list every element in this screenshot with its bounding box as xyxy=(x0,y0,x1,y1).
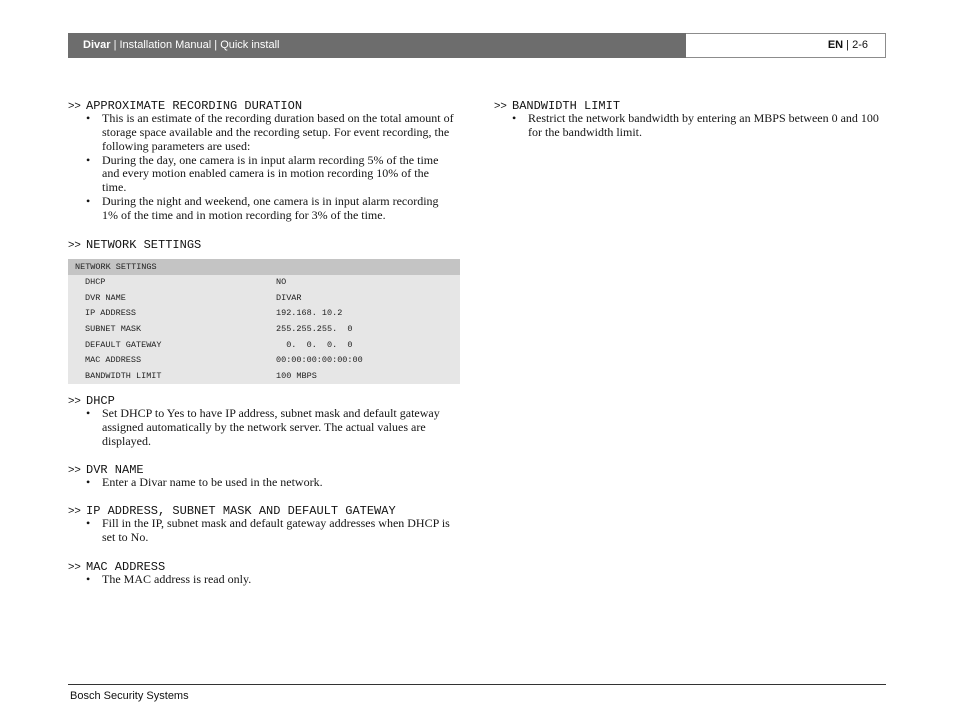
header-page-box xyxy=(686,33,886,58)
table-row-dhcp xyxy=(68,275,460,291)
section-heading xyxy=(68,98,468,112)
heading-prefix: >> xyxy=(68,464,81,476)
bullet-marker: • xyxy=(512,111,517,125)
footer-divider xyxy=(68,684,886,685)
section-heading xyxy=(68,559,468,573)
section-heading xyxy=(68,237,468,251)
product-name: Divar xyxy=(83,39,111,51)
heading-prefix: >> xyxy=(68,239,81,251)
row-value: DIVAR xyxy=(276,292,302,303)
page-number: | 2-6 xyxy=(843,39,868,51)
section-heading xyxy=(68,503,468,517)
row-value: 100 MBPS xyxy=(276,371,317,382)
heading-prefix: >> xyxy=(68,505,81,517)
row-label: BANDWIDTH LIMIT xyxy=(85,371,162,382)
section-ip-subnet-gateway xyxy=(68,503,468,545)
bullet-item xyxy=(68,476,468,490)
heading-prefix: >> xyxy=(68,395,81,407)
bullet-text: Set DHCP to Yes to have IP address, subnet mask and default gateway assigned automatically by the network server. The actual values are displayed. xyxy=(102,406,440,448)
heading-prefix: >> xyxy=(494,100,507,112)
bullet-item xyxy=(68,517,468,545)
bullet-item xyxy=(68,195,468,223)
bullet-text: Fill in the IP, subnet mask and default gateway addresses when DHCP is set to No. xyxy=(102,516,450,544)
row-label: IP ADDRESS xyxy=(85,308,137,319)
row-label: DEFAULT GATEWAY xyxy=(85,339,162,350)
section-heading xyxy=(68,393,468,407)
section-network-settings xyxy=(68,237,468,251)
heading-text: NETWORK SETTINGS xyxy=(86,238,202,252)
bullet-marker: • xyxy=(86,516,91,530)
row-label: SUBNET MASK xyxy=(85,324,142,335)
bullet-text: Restrict the network bandwidth by entering an MBPS between 0 and 100 for the bandwidth limit. xyxy=(528,111,879,139)
heading-text: APPROXIMATE RECORDING DURATION xyxy=(86,99,303,113)
bullet-marker: • xyxy=(86,475,91,489)
table-row-dvr-name xyxy=(68,291,460,307)
row-value: NO xyxy=(276,277,287,287)
row-value: 255.255.255. 0 xyxy=(276,324,353,335)
bullet-marker: • xyxy=(86,406,91,420)
bullet-item xyxy=(68,407,468,449)
section-dhcp xyxy=(68,393,468,449)
heading-text: IP ADDRESS, SUBNET MASK AND DEFAULT GATEWAY xyxy=(86,504,396,518)
network-settings-table xyxy=(68,259,460,384)
heading-prefix: >> xyxy=(68,561,81,573)
section-approximate-recording-duration xyxy=(68,98,468,223)
language-code: EN xyxy=(827,39,844,51)
row-value: 0. 0. 0. 0 xyxy=(276,339,353,350)
section-heading xyxy=(494,98,894,112)
bullet-text: During the night and weekend, one camera is in input alarm recording 1% of the time and in motion recording for 3% of the time. xyxy=(102,194,439,223)
bullet-item xyxy=(494,112,894,140)
table-title: NETWORK SETTINGS xyxy=(68,259,460,275)
header-title-bar xyxy=(68,33,686,58)
manual-title: | Installation Manual | Quick install xyxy=(110,39,280,51)
table-row-subnet-mask xyxy=(68,322,460,338)
table-row-mac-address xyxy=(68,353,460,369)
section-mac-address xyxy=(68,559,468,587)
bullet-text: During the day, one camera is in input alarm recording 5% of the time and every motion enabled camera is in motion recording 10% of the time. xyxy=(102,152,439,195)
row-label: MAC ADDRESS xyxy=(85,355,142,366)
row-value: 00:00:00:00:00:00 xyxy=(276,355,363,366)
bullet-text: Enter a Divar name to be used in the network. xyxy=(102,475,323,489)
section-dvr-name xyxy=(68,462,468,490)
table-row-ip-address xyxy=(68,306,460,322)
section-heading xyxy=(68,462,468,476)
table-row-default-gateway xyxy=(68,338,460,354)
table-row-bandwidth-limit xyxy=(68,369,460,385)
row-value: 192.168. 10.2 xyxy=(276,308,343,319)
bullet-text: The MAC address is read only. xyxy=(102,572,252,586)
heading-text: DVR NAME xyxy=(86,463,144,477)
bullet-marker: • xyxy=(86,111,91,125)
bullet-item xyxy=(68,112,468,154)
bullet-marker: • xyxy=(86,194,91,209)
section-bandwidth-limit xyxy=(494,98,894,140)
row-label: DHCP xyxy=(85,277,106,287)
heading-prefix: >> xyxy=(68,100,81,112)
bullet-item xyxy=(68,154,468,196)
heading-text: BANDWIDTH LIMIT xyxy=(512,99,621,113)
heading-text: DHCP xyxy=(86,394,115,408)
heading-text: MAC ADDRESS xyxy=(86,560,166,574)
footer-company: Bosch Security Systems xyxy=(70,690,189,702)
row-label: DVR NAME xyxy=(85,292,126,303)
bullet-marker: • xyxy=(86,572,91,586)
bullet-text: This is an estimate of the recording duration based on the total amount of storage space available and the recording setup. For event recording, the following parameters are used: xyxy=(102,111,454,153)
bullet-marker: • xyxy=(86,152,91,167)
bullet-item xyxy=(68,573,468,587)
